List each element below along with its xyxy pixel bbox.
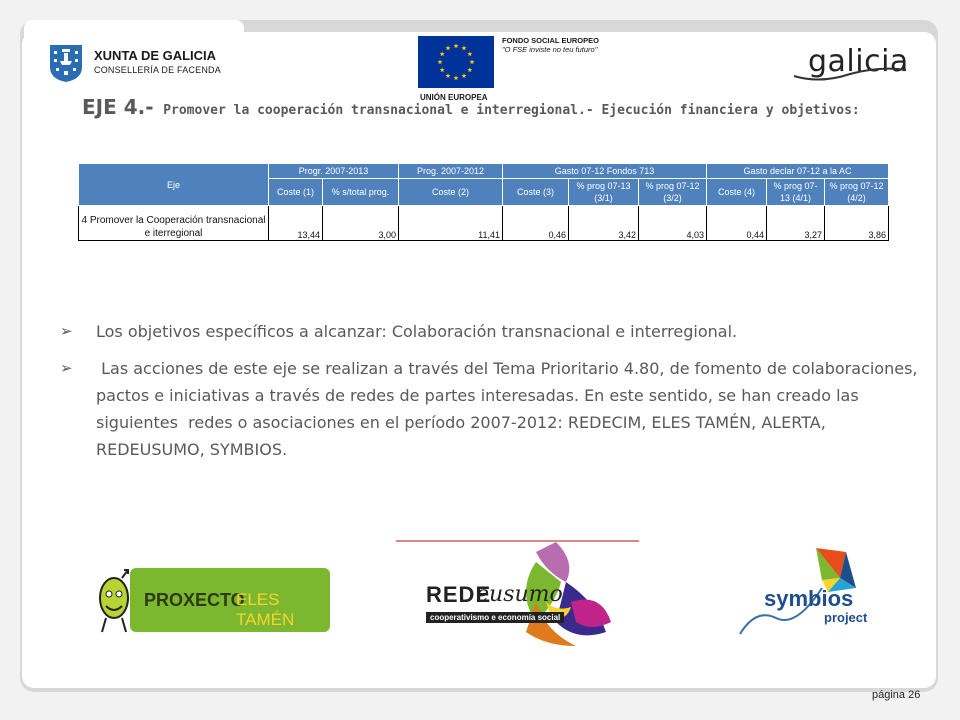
header-group-1: Progr. 2007-2013 [269, 164, 399, 179]
table-cell: 3,00 [323, 206, 399, 241]
rede-text: REDE [426, 582, 492, 607]
table-cell: 3,42 [569, 206, 639, 241]
eles-tamen-text [96, 568, 332, 634]
fse-title: FONDO SOCIAL EUROPEO [502, 36, 599, 45]
bullet-item [60, 355, 923, 463]
bullet-item [60, 318, 920, 345]
table-cell: 0,46 [503, 206, 569, 241]
arrow-bullet-icon: ➢ [60, 359, 73, 377]
table-cell: 11,41 [399, 206, 503, 241]
header-group-3: Gasto 07-12 Fondos 713 [503, 164, 707, 179]
table-cell: 4,03 [639, 206, 707, 241]
galicia-logo: galicia [808, 44, 909, 79]
table-row [79, 206, 889, 241]
heading-text: Promover la cooperación transnacional e interregional.- Ejecución financiera y objetivos: [163, 103, 860, 118]
xunta-shield-icon [48, 43, 84, 83]
page-number: página 26 [872, 689, 921, 701]
galicia-swoosh-icon [790, 56, 910, 82]
eu-label: UNIÓN EUROPEA [420, 93, 488, 102]
header-group-4: Gasto declar 07-12 a la AC [707, 164, 889, 179]
xunta-department: CONSELLERÍA DE FACENDA [94, 65, 221, 75]
table-cell: 3,86 [825, 206, 889, 241]
subheader: % prog 07-13 (3/1) [569, 179, 639, 206]
redeusumo-tagline: cooperativismo e economía social [426, 612, 564, 623]
table-cell: 13,44 [269, 206, 323, 241]
subheader: % prog 07-13 (4/1) [767, 179, 825, 206]
table-cell: 0,44 [707, 206, 767, 241]
eu-flag-icon [418, 36, 494, 88]
header-eje: Eje [79, 164, 269, 206]
bullet-text: Los objetivos específicos a alcanzar: Colaboración transnacional e interregional. [96, 322, 738, 341]
redeusumo-logo [396, 540, 639, 648]
subheader: Coste (3) [503, 179, 569, 206]
slide-heading [82, 96, 922, 122]
subheader: Coste (4) [707, 179, 767, 206]
table-cell: 3,27 [767, 206, 825, 241]
financial-table [78, 163, 889, 241]
symbios-text: symbios [764, 586, 854, 611]
subheader: Coste (2) [399, 179, 503, 206]
eusumo-text: eusumo [476, 582, 563, 607]
bullet-list [60, 318, 923, 473]
header-group-2: Prog. 2007-2012 [399, 164, 503, 179]
row-label: 4 Promover la Cooperación transnacional e iterregional [79, 206, 269, 241]
heading-axis: EJE 4.- [82, 95, 154, 119]
subheader: Coste (1) [269, 179, 323, 206]
fse-motto: "O FSE inviste no teu futuro" [502, 45, 598, 54]
arrow-bullet-icon: ➢ [60, 322, 73, 340]
eles-tamen-name: ELES TAMÉN [236, 590, 295, 629]
project-text: project [824, 610, 868, 625]
subheader: % s/total prog. [323, 179, 399, 206]
proxecto-text: PROXECTO [144, 590, 245, 610]
subheader: % prog 07-12 (3/2) [639, 179, 707, 206]
xunta-name: XUNTA DE GALICIA [94, 48, 217, 63]
bullet-text: Las acciones de este eje se realizan a través del Tema Prioritario 4.80, de fomento de colaboraciones, pactos e iniciativas a través de redes de partes interesadas. En este sentido, se han creado las siguientes redes o asociaciones en el período 2007-2012: REDECIM, ELES TAMÉN, ALERTA, REDEUSUMO, SYMBIOS. [96, 359, 923, 459]
subheader: % prog 07-12 (4/2) [825, 179, 889, 206]
symbios-logo [736, 548, 886, 648]
